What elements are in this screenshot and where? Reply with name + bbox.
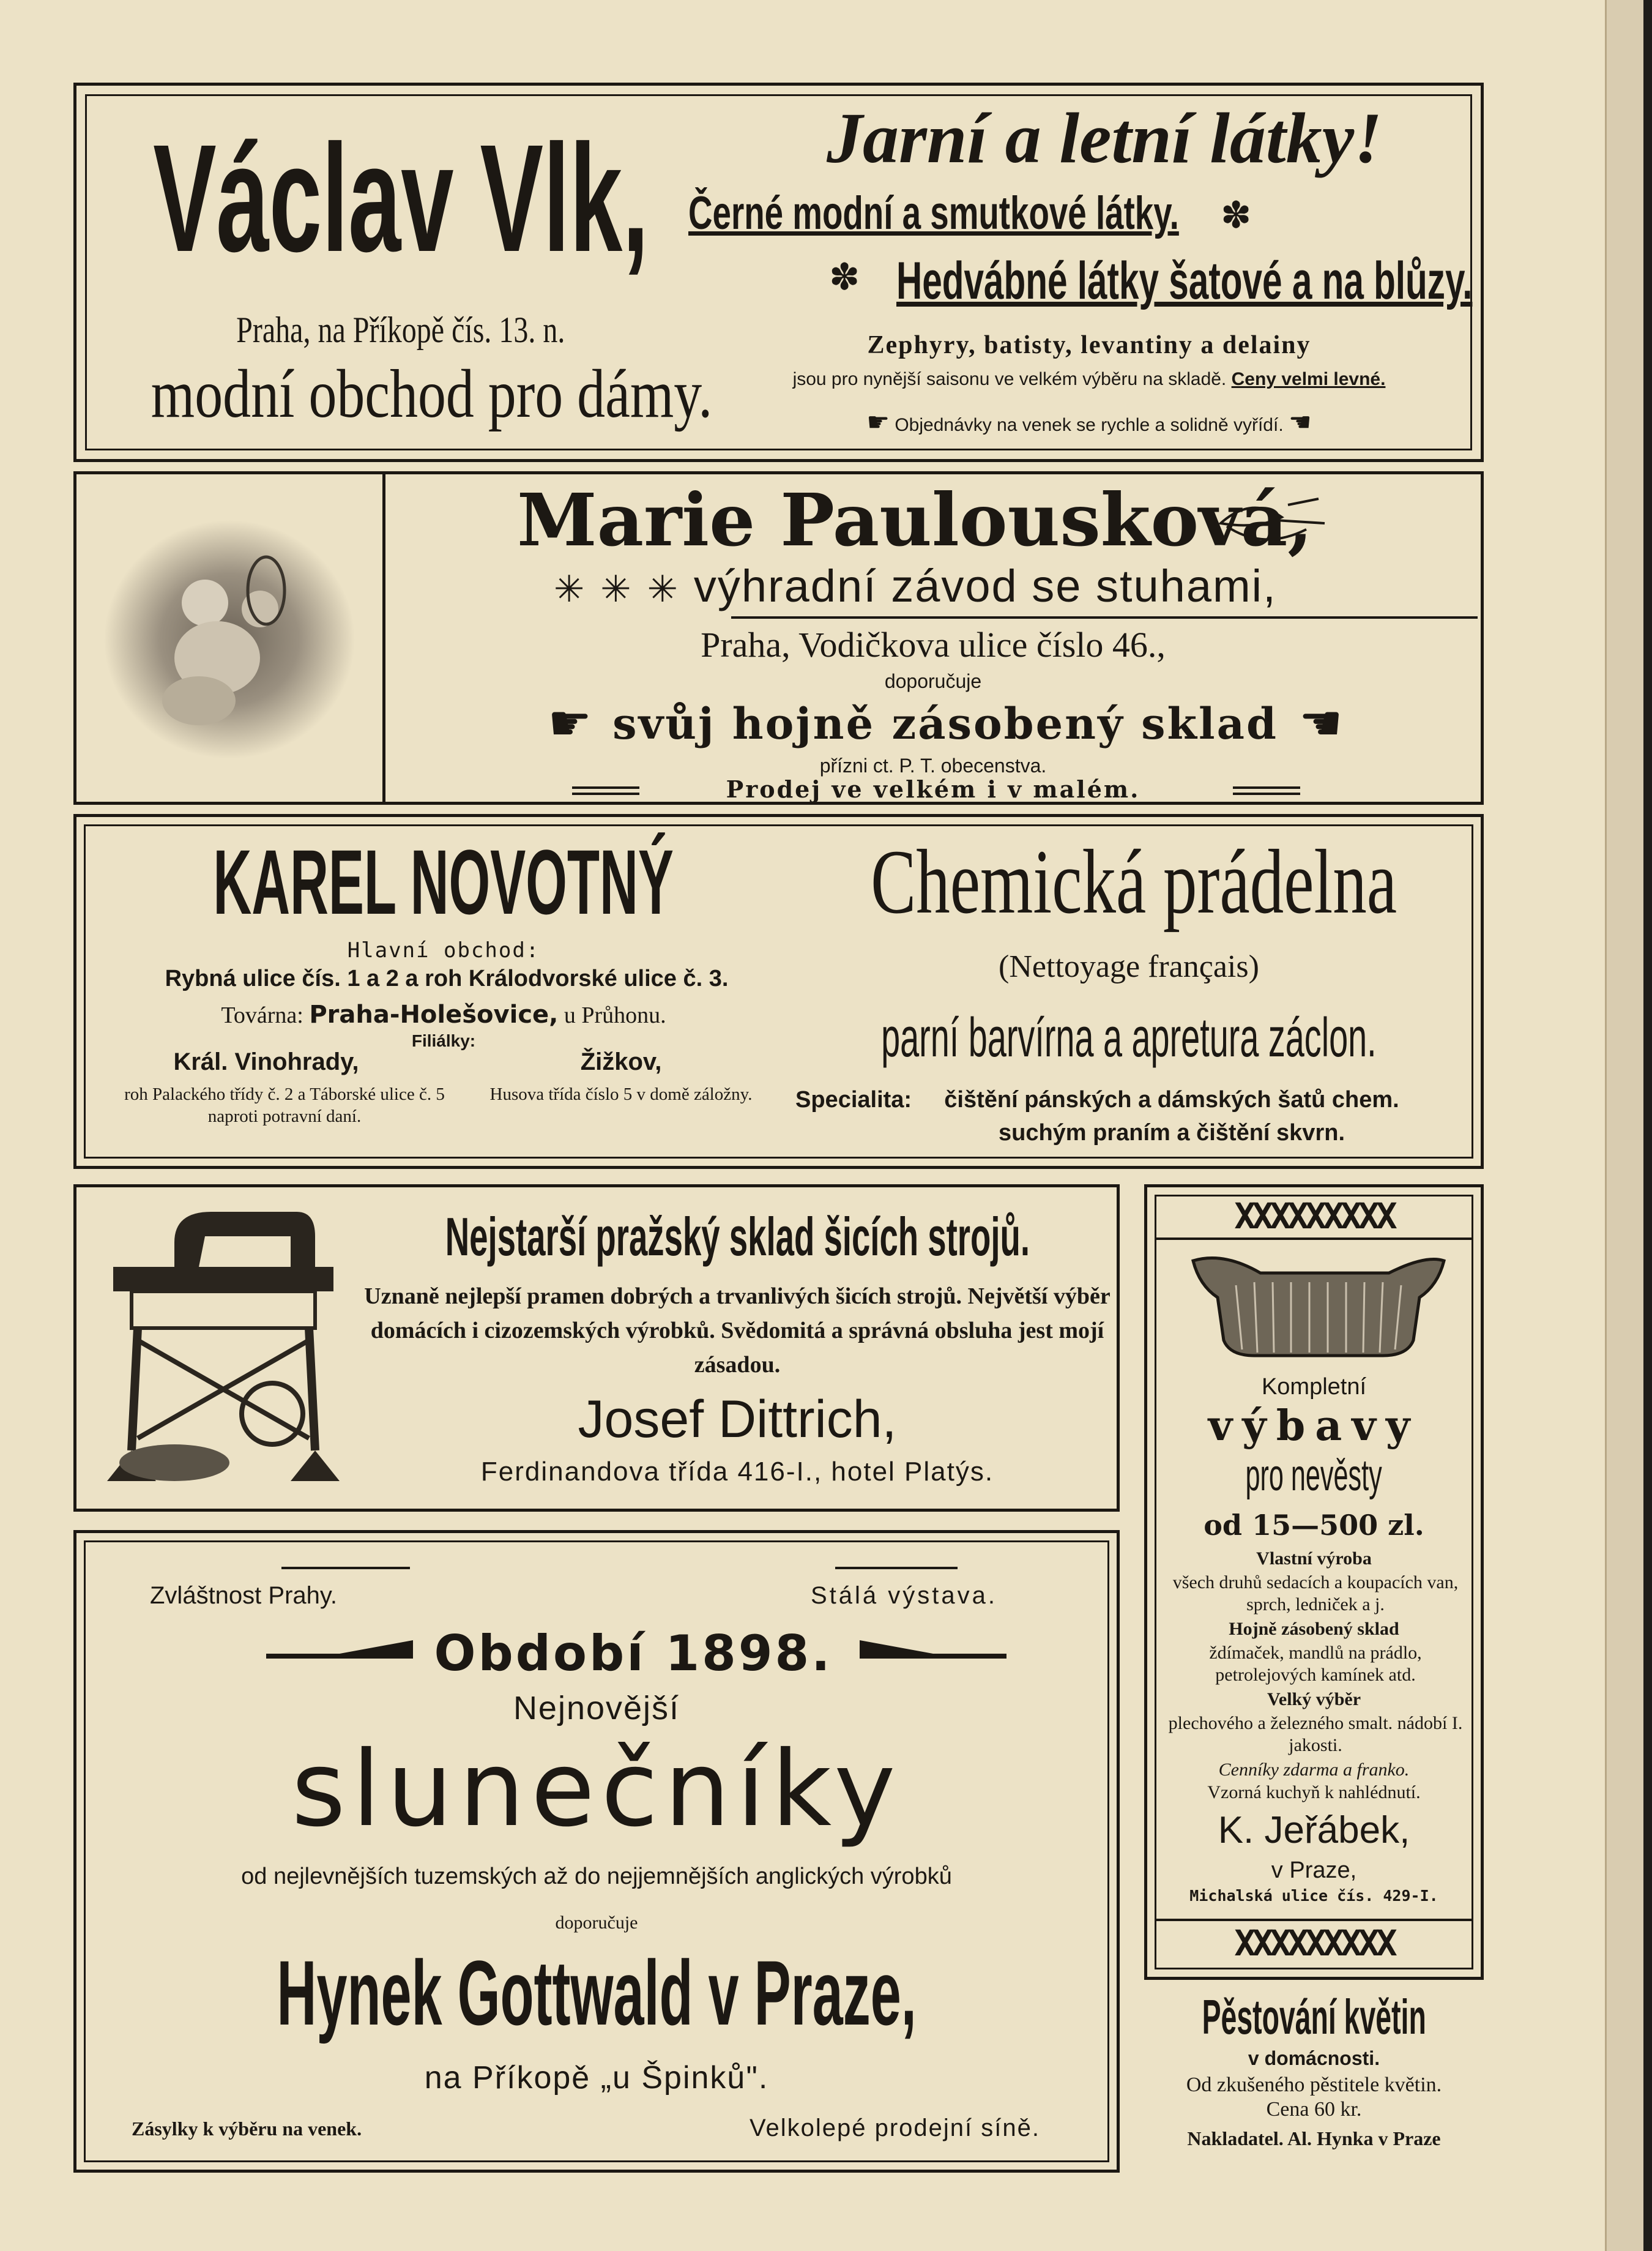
novotny-factory-tail: u Průhonu. bbox=[564, 1002, 666, 1028]
gottwald-rule-tr bbox=[835, 1567, 958, 1569]
vlk-line4b: Ceny velmi levné. bbox=[1231, 369, 1386, 389]
dittrich-name: Josef Dittrich, bbox=[578, 1390, 897, 1449]
ad-novotny bbox=[73, 814, 1484, 1169]
jerabek-stock: Hojně zásobený sklad bbox=[1229, 1619, 1399, 1639]
jerabek-own: Vlastní výroba bbox=[1256, 1548, 1372, 1569]
pointing-hand-right-icon: ☛ bbox=[866, 408, 890, 436]
ad-vaclav-vlk bbox=[73, 83, 1484, 462]
novotny-factory-label: Továrna: bbox=[221, 1002, 303, 1028]
ad-gottwald bbox=[73, 1530, 1120, 2173]
sewing-machine-image bbox=[95, 1206, 352, 1493]
gottwald-newest: Nejnovější bbox=[513, 1690, 680, 1727]
novotny-factory-place: Praha-Holešovice, bbox=[309, 1001, 559, 1029]
paulouskova-name: Marie Paulousková, bbox=[517, 477, 1313, 562]
page-binding-strip bbox=[1605, 0, 1643, 2251]
jerabek-for: pro nevěsty bbox=[1245, 1451, 1383, 1500]
dittrich-title: Nejstarší pražský sklad šicích strojů. bbox=[445, 1206, 1030, 1267]
jerabek-label: Kompletní bbox=[1261, 1374, 1367, 1400]
novotny-main-address: Rybná ulice čís. 1 a 2 a roh Králodvorské ulice č. 3. bbox=[165, 966, 729, 991]
paulouskova-rule-right bbox=[1233, 786, 1300, 795]
star-ornament-icon-2: ✳ bbox=[600, 569, 631, 610]
ad-kvetiny bbox=[1144, 1989, 1484, 2191]
vlk-shop: modní obchod pro dámy. bbox=[151, 356, 713, 432]
cherubs-engraving-image bbox=[101, 517, 358, 762]
paulouskova-line1: výhradní závod se stuhami, bbox=[693, 561, 1277, 611]
kvetiny-title: Pěstování květin bbox=[1202, 1990, 1426, 2044]
pradelna-spec-text: čištění pánských a dámských šatů chem. suchým praním a čištění skvrn. bbox=[944, 1087, 1399, 1146]
gottwald-bottom-right: Velkolepé prodejní síně. bbox=[750, 2115, 1040, 2141]
flower-ornament-icon: ✽ bbox=[1221, 195, 1252, 236]
flower-ornament-icon-2: ✽ bbox=[829, 257, 860, 297]
vlk-headline: Jarní a letní látky! bbox=[826, 98, 1383, 178]
page-edge bbox=[1643, 0, 1652, 2251]
paulouskova-rule-left bbox=[572, 786, 639, 795]
gottwald-range: od nejlevnějších tuzemských až do nejjemnějších anglických výrobků bbox=[241, 1864, 952, 1889]
star-ornament-icon: ✳ bbox=[554, 569, 585, 610]
novotny-branch1-name: Král. Vinohrady, bbox=[173, 1048, 359, 1075]
pointing-hand-right-icon-2: ☛ bbox=[548, 697, 592, 751]
gottwald-left-top: Zvláštnost Prahy. bbox=[150, 1582, 338, 1609]
ad-paulouskova bbox=[73, 471, 1484, 805]
ad-jerabek bbox=[1144, 1184, 1484, 1980]
paulouskova-audience: přízni ct. P. T. obecenstva. bbox=[819, 755, 1047, 777]
jerabek-cross-border-top: XXXXXXXXX bbox=[1156, 1196, 1472, 1236]
star-ornament-icon-3: ✳ bbox=[647, 569, 678, 610]
dittrich-address: Ferdinandova třída 416-I., hotel Platýs. bbox=[480, 1457, 994, 1487]
paulouskova-underline bbox=[731, 616, 1478, 619]
vlk-address: Praha, na Příkopě čís. 13. n. bbox=[236, 310, 565, 350]
gottwald-name: Hynek Gottwald v Praze, bbox=[277, 1941, 917, 2044]
vlk-line3: Zephyry, batisty, levantiny a delainy bbox=[867, 331, 1311, 359]
gottwald-rule-tl bbox=[281, 1567, 410, 1569]
gottwald-arrow-right bbox=[860, 1640, 1006, 1659]
jerabek-own-text: všech druhů sedacích a koupacích van, sprch, ledniček a j. bbox=[1172, 1572, 1459, 1615]
paulouskova-recommends: doporučuje bbox=[884, 670, 982, 692]
jerabek-choice: Velký výběr bbox=[1267, 1689, 1361, 1709]
pradelna-line: parní barvírna a apretura záclon. bbox=[881, 1007, 1377, 1069]
jerabek-city: v Praze, bbox=[1271, 1857, 1357, 1883]
novotny-branches-label: Filiálky: bbox=[411, 1031, 476, 1050]
leaf-ornament-icon bbox=[1215, 493, 1331, 554]
vlk-line5: Objednávky na venek se rychle a solidně vyřídí. bbox=[895, 415, 1284, 435]
jerabek-address: Michalská ulice čís. 429-I. bbox=[1189, 1887, 1438, 1905]
jerabek-catalog: Cenníky zdarma a franko. bbox=[1218, 1760, 1410, 1780]
novotny-main-label: Hlavní obchod: bbox=[347, 938, 540, 963]
ad-dittrich bbox=[73, 1184, 1120, 1512]
gottwald-bottom-left: Zásylky k výběru na venek. bbox=[132, 2118, 362, 2140]
jerabek-choice-text: plechového a železného smalt. nádobí I. jakosti. bbox=[1168, 1713, 1463, 1755]
novotny-branch2-name: Žižkov, bbox=[580, 1048, 662, 1075]
vlk-line2: Hedvábné látky šatové a na blůzy. bbox=[896, 252, 1473, 310]
paulouskova-stock: svůj hojně zásobený sklad bbox=[612, 698, 1278, 749]
kvetiny-price: Cena 60 kr. bbox=[1266, 2098, 1362, 2121]
gottwald-address: na Příkopě „u Špinků". bbox=[424, 2060, 769, 2096]
vlk-line4: jsou pro nynější saisonu ve velkém výběru na skladě. bbox=[792, 369, 1227, 389]
pointing-hand-left-icon: ☚ bbox=[1289, 408, 1312, 436]
pradelna-spec-label: Specialita: bbox=[795, 1087, 912, 1113]
jerabek-stock-text: ždímaček, mandlů na prádlo, petrolejových kamínek atd. bbox=[1209, 1643, 1422, 1685]
kvetiny-line1: Od zkušeného pěstitele květin. bbox=[1186, 2074, 1442, 2096]
bathtub-image bbox=[1187, 1249, 1450, 1365]
jerabek-cross-border-bottom: XXXXXXXXX bbox=[1156, 1924, 1472, 1963]
gottwald-right-top: Stálá výstava. bbox=[811, 1582, 998, 1609]
jerabek-bottom-rule bbox=[1156, 1919, 1472, 1921]
pradelna-subtitle: (Nettoyage français) bbox=[999, 949, 1259, 984]
novotny-name: KAREL NOVOTNÝ bbox=[213, 831, 674, 933]
novotny-branch1-addr: roh Palackého třídy č. 2 a Táborské ulice č. 5 naproti potravní daní. bbox=[124, 1084, 445, 1126]
paulouskova-sale: Prodej ve velkém i v malém. bbox=[726, 775, 1140, 803]
novotny-branch2-addr: Husova třída číslo 5 v domě záložny. bbox=[489, 1084, 753, 1104]
gottwald-product: slunečníky bbox=[291, 1729, 902, 1850]
gottwald-arrow-left bbox=[266, 1640, 413, 1659]
kvetiny-publisher: Nakladatel. Al. Hynka v Praze bbox=[1187, 2127, 1441, 2149]
jerabek-price: od 15—500 zl. bbox=[1204, 1509, 1424, 1542]
gottwald-recommends: doporučuje bbox=[555, 1913, 638, 1933]
gottwald-period: Období 1898. bbox=[434, 1625, 833, 1682]
pointing-hand-left-icon-2: ☚ bbox=[1298, 697, 1343, 751]
kvetiny-sub: v domácnosti. bbox=[1248, 2047, 1380, 2069]
jerabek-top-rule bbox=[1156, 1237, 1472, 1240]
jerabek-kitchen: Vzorná kuchyň k nahlédnutí. bbox=[1207, 1782, 1421, 1802]
jerabek-big: výbavy bbox=[1208, 1402, 1420, 1450]
dittrich-text: Uznaně nejlepší pramen dobrých a trvanlivých šicích strojů. Největší výběr domácích i cizozemských výrobků. Svědomitá a správná obsluha jest mojí zásadou. bbox=[364, 1283, 1111, 1378]
paulouskova-address: Praha, Vodičkova ulice číslo 46., bbox=[701, 625, 1166, 665]
vlk-line1: Černé modní a smutkové látky. bbox=[688, 187, 1179, 239]
jerabek-name: K. Jeřábek, bbox=[1218, 1809, 1410, 1851]
ad-paulouskova-divider bbox=[382, 474, 385, 805]
vlk-name: Václav Vlk, bbox=[152, 113, 649, 283]
pradelna-title: Chemická prádelna bbox=[871, 831, 1397, 933]
